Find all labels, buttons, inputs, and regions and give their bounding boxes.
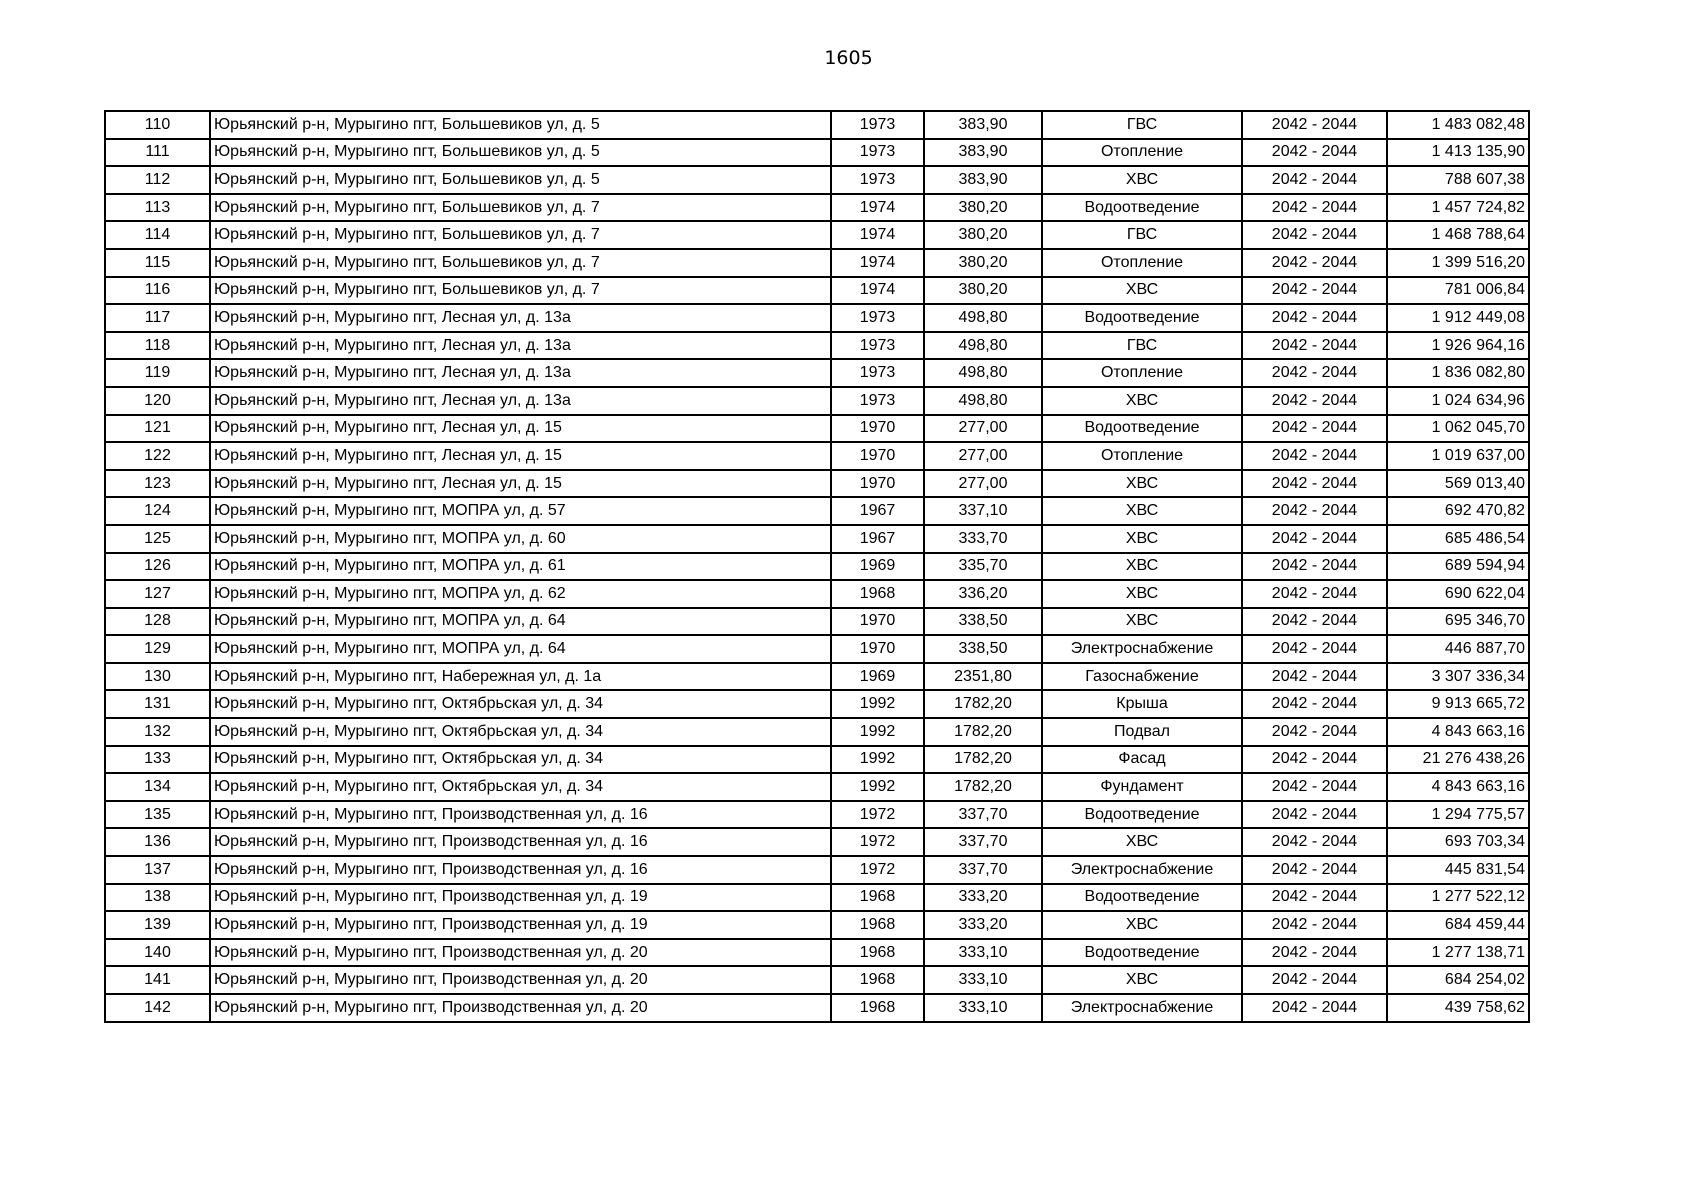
area-cell: 335,70 <box>924 553 1042 581</box>
address-cell: Юрьянский р-н, Мурыгино пгт, Лесная ул, д. 13а <box>210 359 831 387</box>
table-row <box>105 442 1529 470</box>
cost-cell: 1 926 964,16 <box>1387 332 1529 360</box>
table-row <box>105 359 1529 387</box>
work-type-cell: Водоотведение <box>1042 304 1242 332</box>
work-type-cell: ХВС <box>1042 387 1242 415</box>
area-cell: 333,20 <box>924 911 1042 939</box>
area-cell: 383,90 <box>924 166 1042 194</box>
period-cell: 2042 - 2044 <box>1242 966 1387 994</box>
area-cell: 498,80 <box>924 359 1042 387</box>
work-type-cell: ХВС <box>1042 966 1242 994</box>
build-year-cell: 1974 <box>831 249 924 277</box>
period-cell: 2042 - 2044 <box>1242 884 1387 912</box>
period-cell: 2042 - 2044 <box>1242 553 1387 581</box>
cost-cell: 692 470,82 <box>1387 497 1529 525</box>
cost-cell: 693 703,34 <box>1387 828 1529 856</box>
cost-cell: 569 013,40 <box>1387 470 1529 498</box>
row-number-cell: 123 <box>105 470 210 498</box>
build-year-cell: 1968 <box>831 911 924 939</box>
work-type-cell: ХВС <box>1042 911 1242 939</box>
period-cell: 2042 - 2044 <box>1242 994 1387 1022</box>
work-type-cell: Отопление <box>1042 442 1242 470</box>
work-type-cell: Водоотведение <box>1042 194 1242 222</box>
work-type-cell: Крыша <box>1042 690 1242 718</box>
table-row <box>105 415 1529 443</box>
address-cell: Юрьянский р-н, Мурыгино пгт, Лесная ул, д. 15 <box>210 470 831 498</box>
row-number-cell: 112 <box>105 166 210 194</box>
row-number-cell: 120 <box>105 387 210 415</box>
cost-cell: 1 024 634,96 <box>1387 387 1529 415</box>
row-number-cell: 137 <box>105 856 210 884</box>
build-year-cell: 1972 <box>831 801 924 829</box>
repair-schedule-table <box>104 110 1530 1023</box>
period-cell: 2042 - 2044 <box>1242 525 1387 553</box>
work-type-cell: ГВС <box>1042 332 1242 360</box>
cost-cell: 1 836 082,80 <box>1387 359 1529 387</box>
cost-cell: 1 468 788,64 <box>1387 221 1529 249</box>
area-cell: 333,20 <box>924 884 1042 912</box>
build-year-cell: 1968 <box>831 966 924 994</box>
row-number-cell: 140 <box>105 939 210 967</box>
address-cell: Юрьянский р-н, Мурыгино пгт, Лесная ул, д. 13а <box>210 387 831 415</box>
period-cell: 2042 - 2044 <box>1242 856 1387 884</box>
period-cell: 2042 - 2044 <box>1242 773 1387 801</box>
area-cell: 380,20 <box>924 194 1042 222</box>
table-row <box>105 663 1529 691</box>
address-cell: Юрьянский р-н, Мурыгино пгт, Большевиков ул, д. 7 <box>210 194 831 222</box>
period-cell: 2042 - 2044 <box>1242 304 1387 332</box>
cost-cell: 1 019 637,00 <box>1387 442 1529 470</box>
period-cell: 2042 - 2044 <box>1242 387 1387 415</box>
build-year-cell: 1970 <box>831 415 924 443</box>
period-cell: 2042 - 2044 <box>1242 580 1387 608</box>
row-number-cell: 113 <box>105 194 210 222</box>
table-row <box>105 746 1529 774</box>
work-type-cell: ХВС <box>1042 580 1242 608</box>
build-year-cell: 1970 <box>831 442 924 470</box>
period-cell: 2042 - 2044 <box>1242 939 1387 967</box>
build-year-cell: 1973 <box>831 166 924 194</box>
cost-cell: 4 843 663,16 <box>1387 773 1529 801</box>
build-year-cell: 1970 <box>831 470 924 498</box>
build-year-cell: 1973 <box>831 111 924 139</box>
area-cell: 333,10 <box>924 994 1042 1022</box>
area-cell: 336,20 <box>924 580 1042 608</box>
cost-cell: 1 277 138,71 <box>1387 939 1529 967</box>
work-type-cell: Водоотведение <box>1042 415 1242 443</box>
area-cell: 337,10 <box>924 497 1042 525</box>
work-type-cell: ГВС <box>1042 111 1242 139</box>
table-body <box>105 111 1529 1022</box>
address-cell: Юрьянский р-н, Мурыгино пгт, Большевиков ул, д. 7 <box>210 277 831 305</box>
row-number-cell: 126 <box>105 553 210 581</box>
table-row <box>105 525 1529 553</box>
period-cell: 2042 - 2044 <box>1242 828 1387 856</box>
cost-cell: 445 831,54 <box>1387 856 1529 884</box>
period-cell: 2042 - 2044 <box>1242 415 1387 443</box>
cost-cell: 684 459,44 <box>1387 911 1529 939</box>
address-cell: Юрьянский р-н, Мурыгино пгт, Лесная ул, д. 15 <box>210 415 831 443</box>
period-cell: 2042 - 2044 <box>1242 359 1387 387</box>
cost-cell: 1 399 516,20 <box>1387 249 1529 277</box>
table-row <box>105 608 1529 636</box>
table-row <box>105 277 1529 305</box>
table-row <box>105 497 1529 525</box>
row-number-cell: 114 <box>105 221 210 249</box>
table-row <box>105 994 1529 1022</box>
work-type-cell: ХВС <box>1042 828 1242 856</box>
period-cell: 2042 - 2044 <box>1242 911 1387 939</box>
row-number-cell: 139 <box>105 911 210 939</box>
area-cell: 380,20 <box>924 277 1042 305</box>
period-cell: 2042 - 2044 <box>1242 690 1387 718</box>
period-cell: 2042 - 2044 <box>1242 442 1387 470</box>
cost-cell: 695 346,70 <box>1387 608 1529 636</box>
area-cell: 380,20 <box>924 221 1042 249</box>
build-year-cell: 1974 <box>831 221 924 249</box>
area-cell: 333,70 <box>924 525 1042 553</box>
area-cell: 337,70 <box>924 856 1042 884</box>
address-cell: Юрьянский р-н, Мурыгино пгт, Производственная ул, д. 16 <box>210 856 831 884</box>
work-type-cell: Отопление <box>1042 139 1242 167</box>
cost-cell: 685 486,54 <box>1387 525 1529 553</box>
row-number-cell: 130 <box>105 663 210 691</box>
row-number-cell: 128 <box>105 608 210 636</box>
cost-cell: 439 758,62 <box>1387 994 1529 1022</box>
build-year-cell: 1972 <box>831 856 924 884</box>
area-cell: 1782,20 <box>924 746 1042 774</box>
build-year-cell: 1968 <box>831 884 924 912</box>
address-cell: Юрьянский р-н, Мурыгино пгт, МОПРА ул, д. 64 <box>210 608 831 636</box>
period-cell: 2042 - 2044 <box>1242 249 1387 277</box>
cost-cell: 689 594,94 <box>1387 553 1529 581</box>
area-cell: 498,80 <box>924 304 1042 332</box>
page-number: 1605 <box>824 47 873 69</box>
row-number-cell: 129 <box>105 635 210 663</box>
address-cell: Юрьянский р-н, Мурыгино пгт, Лесная ул, д. 13а <box>210 304 831 332</box>
work-type-cell: Отопление <box>1042 359 1242 387</box>
row-number-cell: 138 <box>105 884 210 912</box>
address-cell: Юрьянский р-н, Мурыгино пгт, МОПРА ул, д. 60 <box>210 525 831 553</box>
table-row <box>105 911 1529 939</box>
row-number-cell: 121 <box>105 415 210 443</box>
build-year-cell: 1969 <box>831 663 924 691</box>
build-year-cell: 1970 <box>831 635 924 663</box>
build-year-cell: 1992 <box>831 718 924 746</box>
cost-cell: 3 307 336,34 <box>1387 663 1529 691</box>
row-number-cell: 132 <box>105 718 210 746</box>
period-cell: 2042 - 2044 <box>1242 332 1387 360</box>
table-row <box>105 773 1529 801</box>
work-type-cell: ХВС <box>1042 608 1242 636</box>
table-row <box>105 111 1529 139</box>
build-year-cell: 1967 <box>831 497 924 525</box>
area-cell: 498,80 <box>924 387 1042 415</box>
period-cell: 2042 - 2044 <box>1242 746 1387 774</box>
address-cell: Юрьянский р-н, Мурыгино пгт, Октябрьская ул, д. 34 <box>210 690 831 718</box>
area-cell: 498,80 <box>924 332 1042 360</box>
period-cell: 2042 - 2044 <box>1242 111 1387 139</box>
build-year-cell: 1973 <box>831 332 924 360</box>
area-cell: 1782,20 <box>924 718 1042 746</box>
area-cell: 383,90 <box>924 111 1042 139</box>
period-cell: 2042 - 2044 <box>1242 663 1387 691</box>
table-row <box>105 884 1529 912</box>
cost-cell: 788 607,38 <box>1387 166 1529 194</box>
work-type-cell: ХВС <box>1042 277 1242 305</box>
table-row <box>105 690 1529 718</box>
period-cell: 2042 - 2044 <box>1242 194 1387 222</box>
cost-cell: 684 254,02 <box>1387 966 1529 994</box>
address-cell: Юрьянский р-н, Мурыгино пгт, Производственная ул, д. 16 <box>210 828 831 856</box>
table-row <box>105 856 1529 884</box>
cost-cell: 446 887,70 <box>1387 635 1529 663</box>
table-row <box>105 801 1529 829</box>
address-cell: Юрьянский р-н, Мурыгино пгт, Производственная ул, д. 20 <box>210 994 831 1022</box>
row-number-cell: 119 <box>105 359 210 387</box>
table-row <box>105 580 1529 608</box>
work-type-cell: ХВС <box>1042 525 1242 553</box>
address-cell: Юрьянский р-н, Мурыгино пгт, Большевиков ул, д. 7 <box>210 221 831 249</box>
build-year-cell: 1974 <box>831 194 924 222</box>
cost-cell: 1 277 522,12 <box>1387 884 1529 912</box>
address-cell: Юрьянский р-н, Мурыгино пгт, Лесная ул, д. 13а <box>210 332 831 360</box>
row-number-cell: 117 <box>105 304 210 332</box>
build-year-cell: 1973 <box>831 359 924 387</box>
row-number-cell: 125 <box>105 525 210 553</box>
address-cell: Юрьянский р-н, Мурыгино пгт, МОПРА ул, д. 61 <box>210 553 831 581</box>
build-year-cell: 1973 <box>831 387 924 415</box>
address-cell: Юрьянский р-н, Мурыгино пгт, Производственная ул, д. 20 <box>210 966 831 994</box>
address-cell: Юрьянский р-н, Мурыгино пгт, Большевиков ул, д. 5 <box>210 139 831 167</box>
area-cell: 383,90 <box>924 139 1042 167</box>
area-cell: 1782,20 <box>924 773 1042 801</box>
table-row <box>105 332 1529 360</box>
period-cell: 2042 - 2044 <box>1242 497 1387 525</box>
build-year-cell: 1973 <box>831 304 924 332</box>
work-type-cell: ХВС <box>1042 497 1242 525</box>
work-type-cell: Водоотведение <box>1042 884 1242 912</box>
build-year-cell: 1968 <box>831 939 924 967</box>
period-cell: 2042 - 2044 <box>1242 635 1387 663</box>
build-year-cell: 1968 <box>831 994 924 1022</box>
cost-cell: 21 276 438,26 <box>1387 746 1529 774</box>
work-type-cell: ХВС <box>1042 470 1242 498</box>
table-row <box>105 221 1529 249</box>
area-cell: 333,10 <box>924 966 1042 994</box>
row-number-cell: 116 <box>105 277 210 305</box>
cost-cell: 1 457 724,82 <box>1387 194 1529 222</box>
address-cell: Юрьянский р-н, Мурыгино пгт, Большевиков ул, д. 5 <box>210 111 831 139</box>
work-type-cell: Фундамент <box>1042 773 1242 801</box>
address-cell: Юрьянский р-н, Мурыгино пгт, Лесная ул, д. 15 <box>210 442 831 470</box>
row-number-cell: 111 <box>105 139 210 167</box>
table-row <box>105 139 1529 167</box>
area-cell: 277,00 <box>924 470 1042 498</box>
build-year-cell: 1969 <box>831 553 924 581</box>
work-type-cell: ХВС <box>1042 166 1242 194</box>
table-row <box>105 166 1529 194</box>
row-number-cell: 131 <box>105 690 210 718</box>
build-year-cell: 1970 <box>831 608 924 636</box>
work-type-cell: Газоснабжение <box>1042 663 1242 691</box>
table-row <box>105 635 1529 663</box>
work-type-cell: Фасад <box>1042 746 1242 774</box>
build-year-cell: 1974 <box>831 277 924 305</box>
cost-cell: 1 912 449,08 <box>1387 304 1529 332</box>
area-cell: 338,50 <box>924 635 1042 663</box>
period-cell: 2042 - 2044 <box>1242 221 1387 249</box>
address-cell: Юрьянский р-н, Мурыгино пгт, Производственная ул, д. 19 <box>210 911 831 939</box>
area-cell: 337,70 <box>924 828 1042 856</box>
work-type-cell: Водоотведение <box>1042 939 1242 967</box>
area-cell: 1782,20 <box>924 690 1042 718</box>
work-type-cell: Электроснабжение <box>1042 994 1242 1022</box>
address-cell: Юрьянский р-н, Мурыгино пгт, Октябрьская ул, д. 34 <box>210 773 831 801</box>
row-number-cell: 134 <box>105 773 210 801</box>
row-number-cell: 133 <box>105 746 210 774</box>
build-year-cell: 1972 <box>831 828 924 856</box>
table-row <box>105 966 1529 994</box>
row-number-cell: 136 <box>105 828 210 856</box>
address-cell: Юрьянский р-н, Мурыгино пгт, Большевиков ул, д. 7 <box>210 249 831 277</box>
work-type-cell: Отопление <box>1042 249 1242 277</box>
address-cell: Юрьянский р-н, Мурыгино пгт, Производственная ул, д. 20 <box>210 939 831 967</box>
cost-cell: 1 294 775,57 <box>1387 801 1529 829</box>
address-cell: Юрьянский р-н, Мурыгино пгт, Производственная ул, д. 16 <box>210 801 831 829</box>
cost-cell: 781 006,84 <box>1387 277 1529 305</box>
table-row <box>105 939 1529 967</box>
work-type-cell: Подвал <box>1042 718 1242 746</box>
area-cell: 337,70 <box>924 801 1042 829</box>
address-cell: Юрьянский р-н, Мурыгино пгт, Октябрьская ул, д. 34 <box>210 718 831 746</box>
address-cell: Юрьянский р-н, Мурыгино пгт, Производственная ул, д. 19 <box>210 884 831 912</box>
period-cell: 2042 - 2044 <box>1242 608 1387 636</box>
table-row <box>105 249 1529 277</box>
row-number-cell: 122 <box>105 442 210 470</box>
address-cell: Юрьянский р-н, Мурыгино пгт, Набережная ул, д. 1а <box>210 663 831 691</box>
area-cell: 333,10 <box>924 939 1042 967</box>
table-row <box>105 718 1529 746</box>
address-cell: Юрьянский р-н, Мурыгино пгт, МОПРА ул, д. 62 <box>210 580 831 608</box>
period-cell: 2042 - 2044 <box>1242 470 1387 498</box>
period-cell: 2042 - 2044 <box>1242 801 1387 829</box>
work-type-cell: ГВС <box>1042 221 1242 249</box>
cost-cell: 690 622,04 <box>1387 580 1529 608</box>
area-cell: 277,00 <box>924 415 1042 443</box>
row-number-cell: 115 <box>105 249 210 277</box>
row-number-cell: 118 <box>105 332 210 360</box>
row-number-cell: 127 <box>105 580 210 608</box>
address-cell: Юрьянский р-н, Мурыгино пгт, МОПРА ул, д. 57 <box>210 497 831 525</box>
row-number-cell: 141 <box>105 966 210 994</box>
build-year-cell: 1973 <box>831 139 924 167</box>
period-cell: 2042 - 2044 <box>1242 718 1387 746</box>
build-year-cell: 1992 <box>831 746 924 774</box>
work-type-cell: ХВС <box>1042 553 1242 581</box>
area-cell: 2351,80 <box>924 663 1042 691</box>
area-cell: 338,50 <box>924 608 1042 636</box>
row-number-cell: 135 <box>105 801 210 829</box>
period-cell: 2042 - 2044 <box>1242 277 1387 305</box>
address-cell: Юрьянский р-н, Мурыгино пгт, Октябрьская ул, д. 34 <box>210 746 831 774</box>
cost-cell: 9 913 665,72 <box>1387 690 1529 718</box>
cost-cell: 1 483 082,48 <box>1387 111 1529 139</box>
build-year-cell: 1992 <box>831 690 924 718</box>
row-number-cell: 124 <box>105 497 210 525</box>
build-year-cell: 1967 <box>831 525 924 553</box>
table-row <box>105 470 1529 498</box>
address-cell: Юрьянский р-н, Мурыгино пгт, МОПРА ул, д. 64 <box>210 635 831 663</box>
area-cell: 277,00 <box>924 442 1042 470</box>
work-type-cell: Электроснабжение <box>1042 635 1242 663</box>
cost-cell: 4 843 663,16 <box>1387 718 1529 746</box>
work-type-cell: Электроснабжение <box>1042 856 1242 884</box>
table-row <box>105 828 1529 856</box>
table-row <box>105 304 1529 332</box>
table-row <box>105 194 1529 222</box>
cost-cell: 1 062 045,70 <box>1387 415 1529 443</box>
build-year-cell: 1968 <box>831 580 924 608</box>
table-row <box>105 553 1529 581</box>
period-cell: 2042 - 2044 <box>1242 166 1387 194</box>
row-number-cell: 110 <box>105 111 210 139</box>
period-cell: 2042 - 2044 <box>1242 139 1387 167</box>
table-row <box>105 387 1529 415</box>
work-type-cell: Водоотведение <box>1042 801 1242 829</box>
address-cell: Юрьянский р-н, Мурыгино пгт, Большевиков ул, д. 5 <box>210 166 831 194</box>
row-number-cell: 142 <box>105 994 210 1022</box>
build-year-cell: 1992 <box>831 773 924 801</box>
area-cell: 380,20 <box>924 249 1042 277</box>
cost-cell: 1 413 135,90 <box>1387 139 1529 167</box>
